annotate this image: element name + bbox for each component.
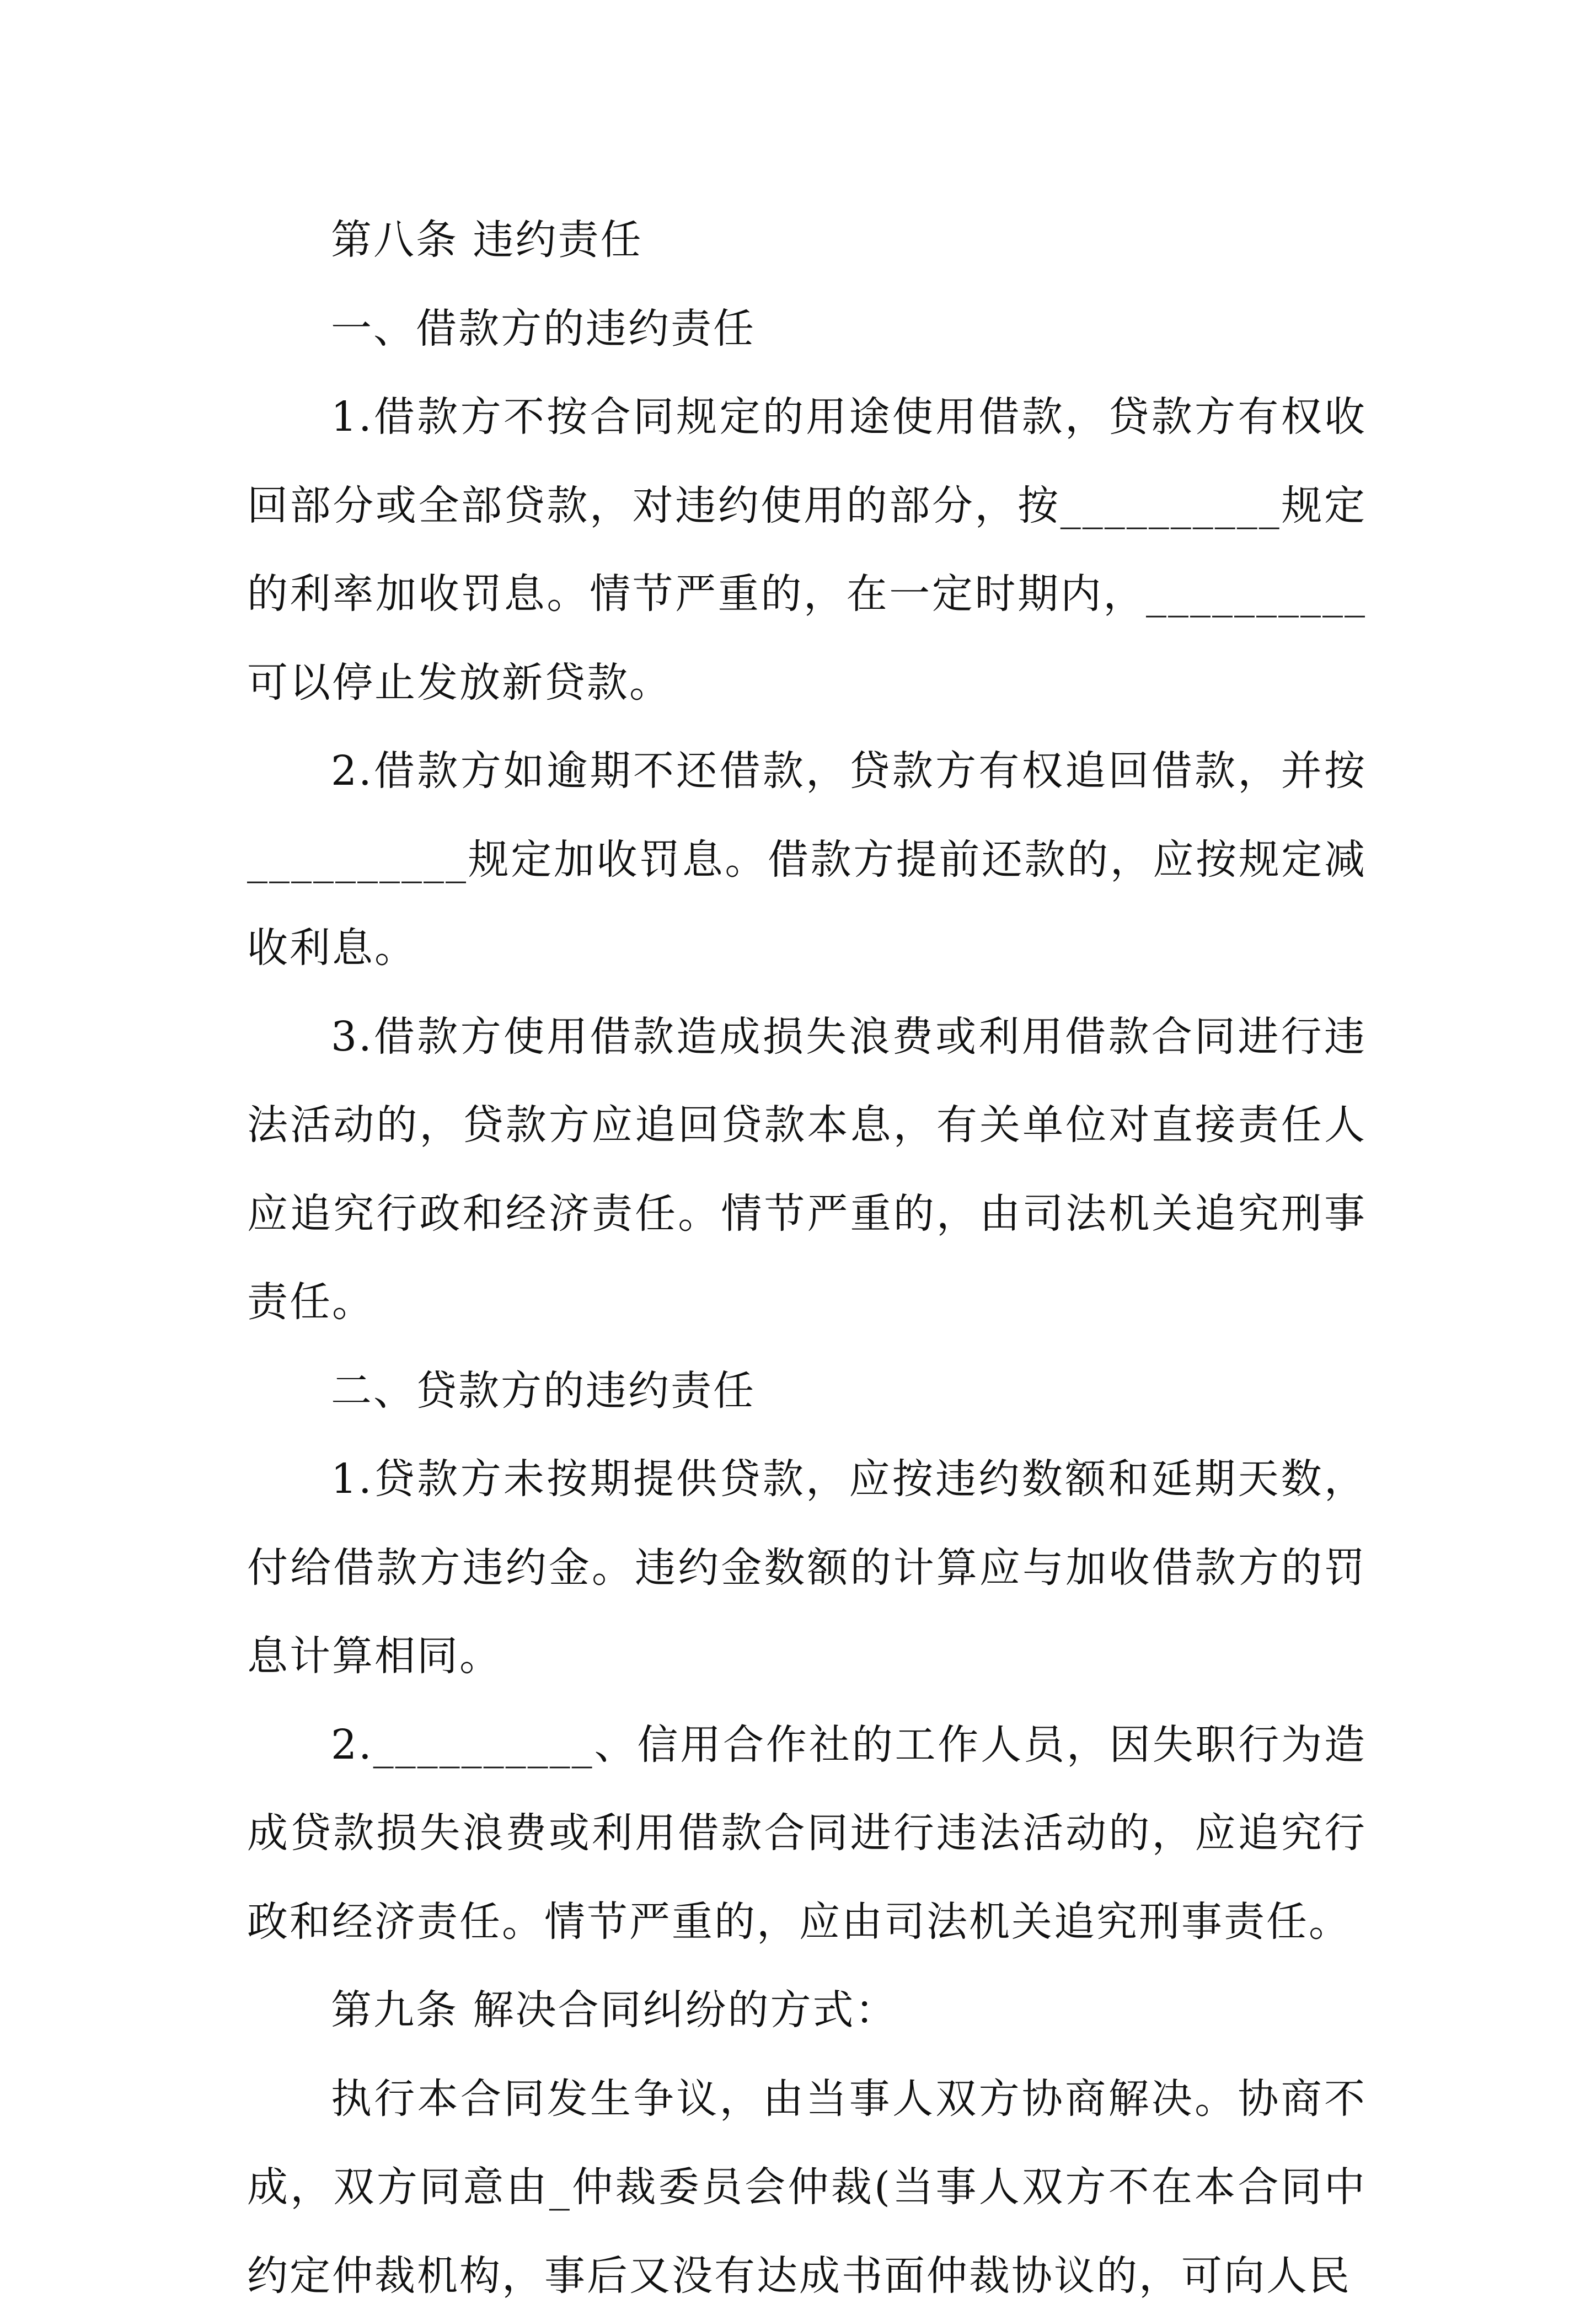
article-9-heading: 第九条 解决合同纠纷的方式： [247, 1966, 1367, 2055]
borrower-clause-2: 2.借款方如逾期不还借款，贷款方有权追回借款，并按__________规定加收罚息。借款方提前还款的，应按规定减收利息。 [247, 727, 1367, 993]
lender-clause-2: 2.__________、信用合作社的工作人员，因失职行为造成贷款损失浪费或利用借款合同进行违法活动的，应追究行政和经济责任。情节严重的，应由司法机关追究刑事责任。 [247, 1701, 1367, 1967]
document-body [247, 196, 1367, 2320]
article-8-heading: 第八条 违约责任 [247, 196, 1367, 285]
borrower-clause-1: 1.借款方不按合同规定的用途使用借款，贷款方有权收回部分或全部贷款，对违约使用的部分，按__________规定的利率加收罚息。情节严重的，在一定时期内，__________可以停止发放新贷款。 [247, 373, 1367, 727]
borrower-liability-heading: 一、借款方的违约责任 [247, 285, 1367, 373]
lender-liability-heading: 二、贷款方的违约责任 [247, 1347, 1367, 1435]
borrower-clause-3: 3.借款方使用借款造成损失浪费或利用借款合同进行违法活动的，贷款方应追回贷款本息，有关单位对直接责任人应追究行政和经济责任。情节严重的，由司法机关追究刑事责任。 [247, 993, 1367, 1347]
lender-clause-1: 1.贷款方未按期提供贷款，应按违约数额和延期天数，付给借款方违约金。违约金数额的计算应与加收借款方的罚息计算相同。 [247, 1435, 1367, 1701]
dispute-resolution-text: 执行本合同发生争议，由当事人双方协商解决。协商不成，双方同意由_仲裁委员会仲裁(当事人双方不在本合同中约定仲裁机构，事后又没有达成书面仲裁协议的，可向人民 [247, 2055, 1367, 2320]
